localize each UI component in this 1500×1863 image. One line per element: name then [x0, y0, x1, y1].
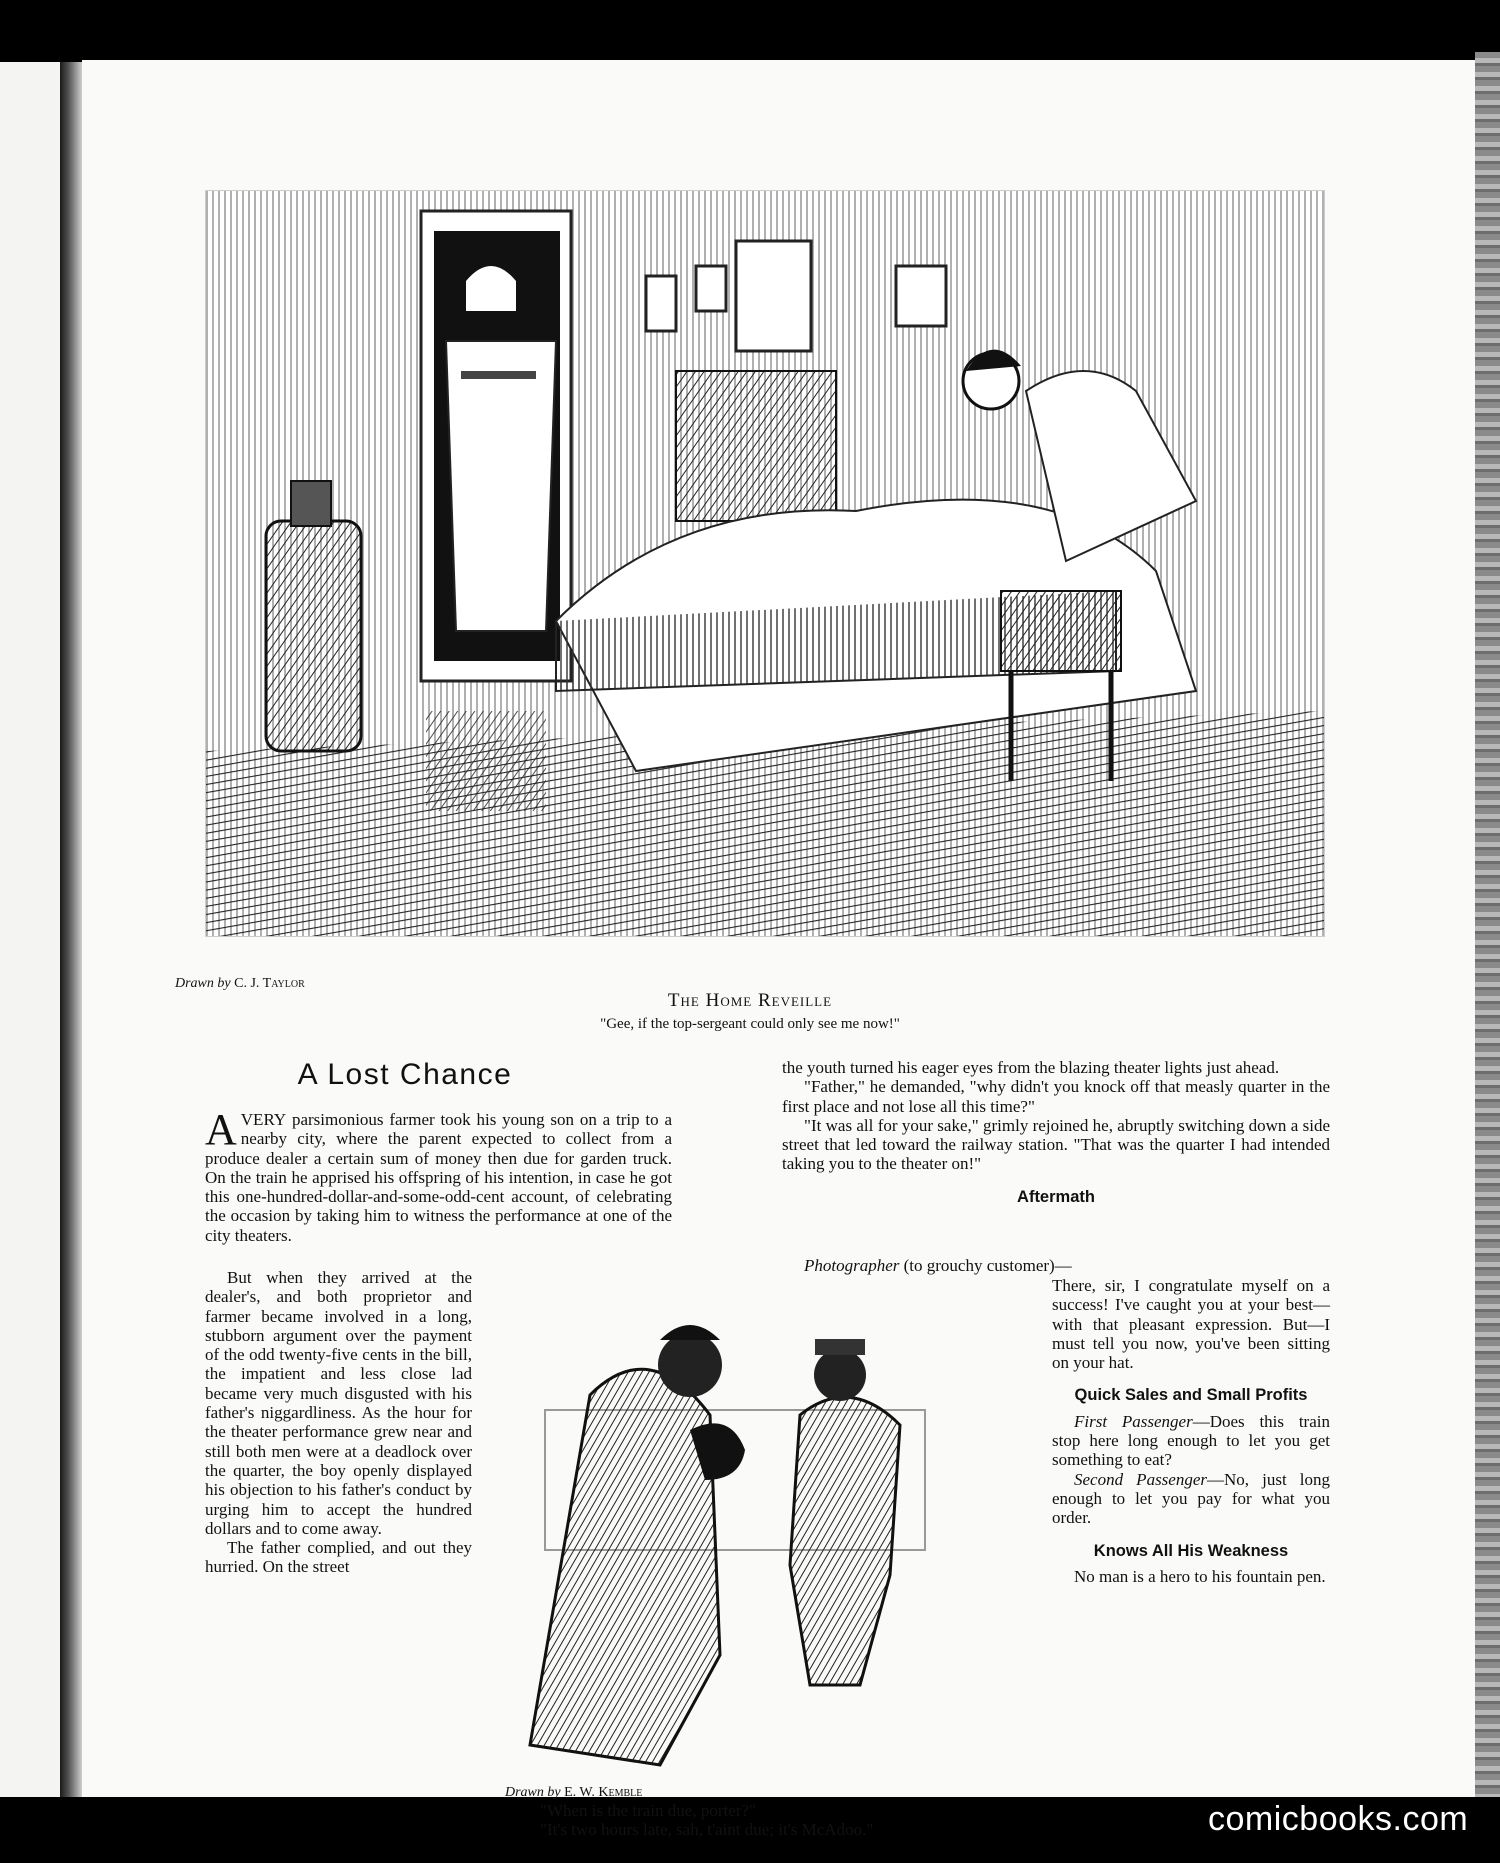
illustration-caption: "Gee, if the top-sergeant could only see me now!" — [600, 1016, 900, 1032]
paragraph-3: The father complied, and out they hurried. On the street — [205, 1538, 472, 1577]
lead-word: VERY — [240, 1110, 287, 1129]
credit-prefix: Drawn by — [175, 976, 231, 991]
second-passenger-line: —No, just long enough to let you pay for what you order. — [1052, 1469, 1331, 1528]
site-watermark: comicbooks.com — [1208, 1800, 1469, 1838]
article-column-top — [205, 1105, 672, 1245]
credit-artist: C. J. Taylor — [234, 976, 305, 991]
article-column-lower — [205, 1268, 472, 1577]
first-passenger-line: —Does this train stop here long enough to let you get something to eat? — [1052, 1411, 1330, 1470]
aftermath-first-line — [782, 1256, 1330, 1275]
paragraph-6: "It was all for your sake," grimly rejoined he, abruptly switching down a side street that led toward the railway station. "That was the quarter I had intended taking you to the theater on!" — [782, 1115, 1330, 1174]
aftermath-stage-direction: (to grouchy customer)— — [903, 1256, 1072, 1275]
illustration-title: The Home Reveille — [667, 990, 833, 1011]
knows-all-heading: Knows All His Weakness — [1093, 1541, 1289, 1560]
right-column-top — [782, 1058, 1330, 1213]
porter-cartoon-drawing — [500, 1305, 1020, 1780]
drop-cap: A — [205, 1105, 237, 1154]
first-passenger-label: First Passenger — [1074, 1411, 1193, 1431]
aftermath-speaker: Photographer — [804, 1256, 900, 1275]
top-illustration-credit — [175, 976, 305, 992]
right-column-narrow — [1052, 1276, 1330, 1586]
home-reveille-illustration — [205, 190, 1325, 937]
paragraph-4: the youth turned his eager eyes from the blazing theater lights just ahead. — [782, 1058, 1280, 1077]
aftermath-text: There, sir, I congratulate myself on a success! I've caught you at your best—with that pleasant expression. But—I must tell you now, you've been sitting on your hat. — [1052, 1276, 1330, 1373]
bedroom-scene-drawing — [206, 191, 1324, 936]
kemble-caption — [540, 1801, 1010, 1840]
kemble-credit-prefix: Drawn by — [505, 1785, 561, 1800]
quick-sales-heading: Quick Sales and Small Profits — [1074, 1386, 1308, 1405]
kemble-cartoon — [500, 1305, 1020, 1780]
article-title: A Lost Chance — [297, 1058, 513, 1091]
kemble-caption-line-2: "It's two hours late, sah, t'aint due; it's McAdoo." — [540, 1820, 874, 1840]
second-passenger-label: Second Passenger — [1074, 1469, 1208, 1489]
kemble-credit — [505, 1785, 642, 1801]
aftermath-heading: Aftermath — [1017, 1187, 1095, 1206]
left-page-edge — [0, 62, 60, 1797]
kemble-credit-artist: E. W. Kemble — [564, 1785, 643, 1800]
kemble-caption-line-1: "When is the train due, porter?" — [540, 1801, 756, 1820]
book-spine-edge — [1475, 52, 1500, 1797]
book-gutter — [60, 62, 82, 1797]
paragraph-1: parsimonious farmer took his young son on a trip to a nearby city, where the parent expected to collect from a produce dealer a certain sum of money then due for garden truck. On the train he apprised his offspring of his intention, in case he got this one-hundred-dollar-and-some-odd-cent account, of celebrating the occasion by taking him to witness the performance at one of the city theaters. — [205, 1110, 672, 1245]
paragraph-5: "Father," he demanded, "why didn't you knock off that measly quarter in the first place and not lose all this time?" — [782, 1077, 1330, 1116]
paragraph-2: But when they arrived at the dealer's, and both proprietor and farmer became involved in a long, stubborn argument over the payment of the odd twenty-five cents in the bill, the impatient and less close lad became very much disgusted with his father's niggardliness. As the hour for the theater performance grew near and still both men were at a deadlock over the quarter, the boy openly displayed his objection to his father's conduct by urging him to accept the hundred dollars and to come away. — [205, 1268, 472, 1538]
knows-all-text: No man is a hero to his fountain pen. — [1074, 1566, 1326, 1586]
